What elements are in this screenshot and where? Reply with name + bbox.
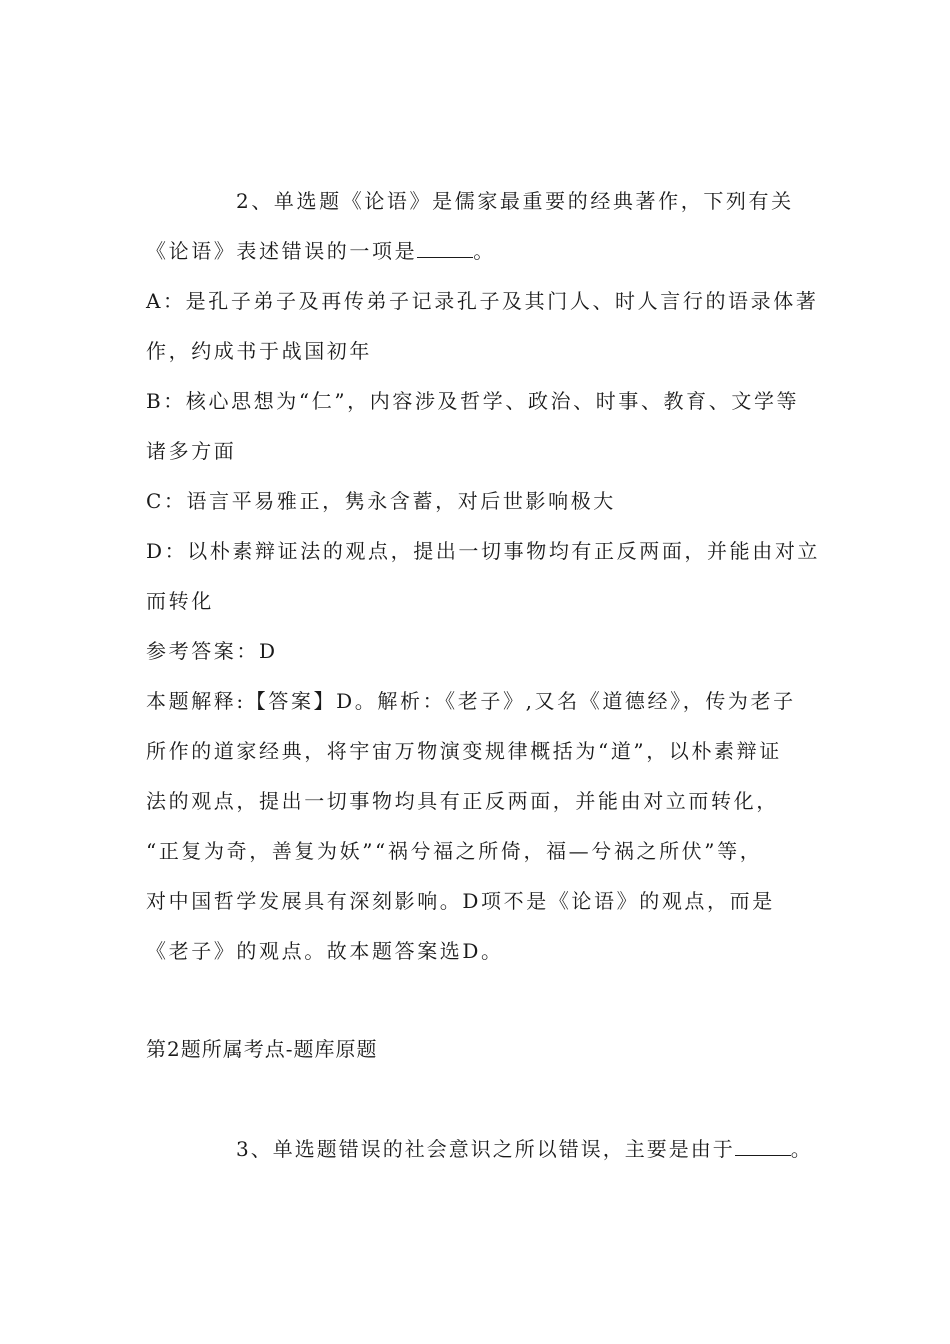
option-c-line-1: C：语言平易雅正，隽永含蓄，对后世影响极大 [146, 489, 616, 513]
question-3-stem-end: 。 [790, 1137, 813, 1161]
explanation-line-2: 所作的道家经典，将宇宙万物演变规律概括为“道”，以朴素辩证 [146, 739, 782, 763]
option-a-line-2: 作，约成书于战国初年 [146, 339, 372, 363]
option-a-line-1: A：是孔子弟子及再传弟子记录孔子及其门人、时人言行的语录体著 [146, 289, 819, 313]
explanation-line-5: 对中国哲学发展具有深刻影响。D项不是《论语》的观点，而是 [146, 889, 775, 913]
knowledge-point: 第2题所属考点-题库原题 [146, 1037, 378, 1061]
answer-blank [735, 1137, 791, 1156]
question-3-stem [236, 1135, 813, 1163]
explanation-line-3: 法的观点，提出一切事物均具有正反两面，并能由对立而转化， [146, 789, 779, 813]
reference-answer: 参考答案：D [146, 639, 278, 663]
question-2-stem-line-2 [146, 237, 496, 265]
option-d-line-2: 而转化 [146, 589, 214, 613]
option-b-line-2: 诸多方面 [146, 439, 237, 463]
explanation-line-4: “正复为奇，善复为妖”“祸兮福之所倚，福—兮祸之所伏”等， [146, 839, 763, 863]
question-2-stem-text: 《论语》表述错误的一项是 [146, 239, 418, 263]
question-2-stem-end: 。 [473, 239, 496, 263]
question-3-stem-text: 3、单选题错误的社会意识之所以错误，主要是由于 [236, 1137, 735, 1161]
option-b-line-1: B：核心思想为“仁”，内容涉及哲学、政治、时事、教育、文学等 [146, 389, 800, 413]
explanation-line-1: 本题解释:【答案】D。解析：《老子》,又名《道德经》，传为老子 [146, 689, 796, 713]
answer-blank [417, 239, 473, 258]
explanation-line-6: 《老子》的观点。故本题答案选D。 [146, 939, 504, 963]
question-2-stem-line-1: 2、单选题《论语》是儒家最重要的经典著作，下列有关 [236, 189, 794, 213]
option-d-line-1: D：以朴素辩证法的观点，提出一切事物均有正反两面，并能由对立 [146, 539, 821, 563]
